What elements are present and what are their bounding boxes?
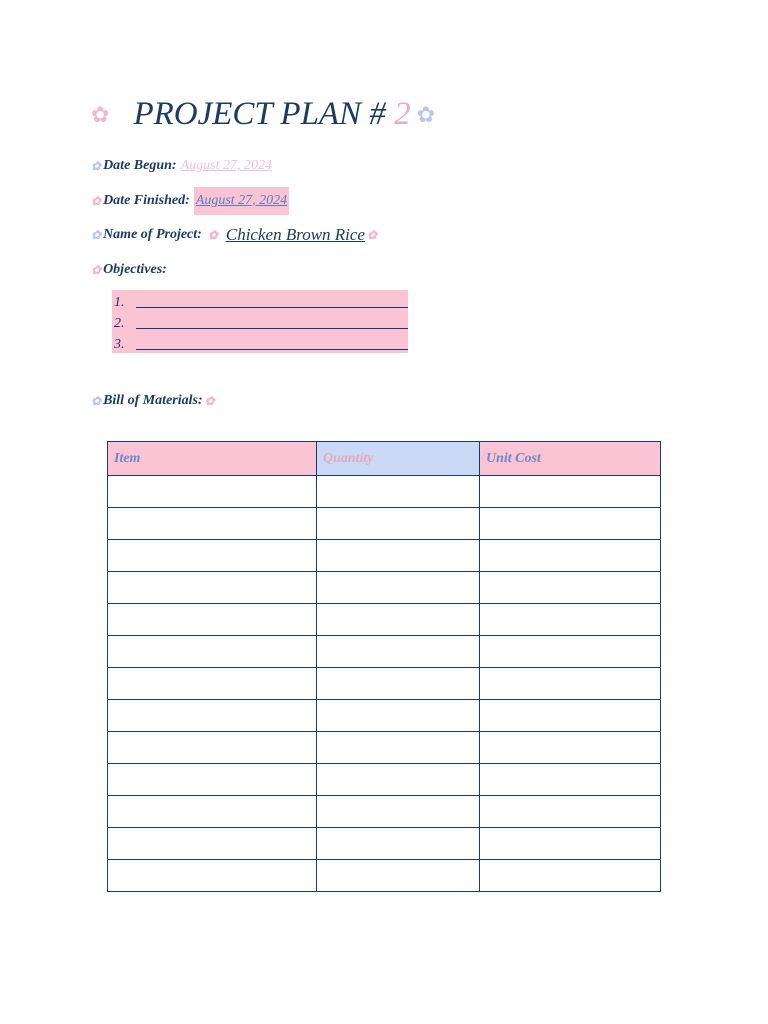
table-cell[interactable] [108, 636, 317, 668]
table-cell[interactable] [480, 764, 661, 796]
table-cell[interactable] [108, 700, 317, 732]
column-header-unit-cost: Unit Cost [480, 442, 661, 476]
table-cell[interactable] [480, 796, 661, 828]
table-cell[interactable] [480, 828, 661, 860]
objective-rule [136, 314, 408, 329]
table-cell[interactable] [108, 476, 317, 508]
objective-number: 1. [114, 295, 125, 310]
flower-icon: ✿ [91, 394, 102, 408]
flower-icon: ✿ [207, 228, 218, 242]
table-cell[interactable] [317, 828, 480, 860]
table-cell[interactable] [317, 476, 480, 508]
table-cell[interactable] [317, 668, 480, 700]
bill-of-materials-table [107, 441, 661, 892]
table-row [108, 572, 661, 604]
table-row [108, 636, 661, 668]
date-finished-label: Date Finished: [103, 193, 190, 208]
table-row [108, 796, 661, 828]
table-cell[interactable] [480, 700, 661, 732]
table-cell[interactable] [480, 860, 661, 892]
flower-icon: ✿ [91, 159, 102, 173]
table-cell[interactable] [317, 700, 480, 732]
table-row [108, 828, 661, 860]
objective-line[interactable] [112, 311, 408, 332]
table-cell[interactable] [108, 540, 317, 572]
project-name-field [91, 225, 379, 245]
table-row [108, 732, 661, 764]
table-row [108, 540, 661, 572]
column-header-item: Item [108, 442, 317, 476]
table-cell[interactable] [317, 764, 480, 796]
table-cell[interactable] [317, 796, 480, 828]
table-cell[interactable] [108, 604, 317, 636]
flower-icon: ✿ [204, 394, 215, 408]
page-title [91, 96, 435, 133]
bill-of-materials-label: Bill of Materials: [103, 393, 203, 408]
table-row [108, 860, 661, 892]
date-finished-field [91, 187, 289, 215]
objective-line[interactable] [112, 290, 408, 311]
table-cell[interactable] [480, 604, 661, 636]
table-cell[interactable] [480, 572, 661, 604]
objective-number: 2. [114, 316, 125, 331]
objective-rule [136, 335, 408, 350]
objectives-list [112, 290, 408, 353]
project-number: 2 [394, 96, 411, 132]
table-row [108, 764, 661, 796]
title-text: PROJECT PLAN # 2 [133, 96, 411, 132]
project-name-value[interactable]: Chicken Brown Rice [225, 225, 365, 244]
table-cell[interactable] [480, 732, 661, 764]
objectives-label: Objectives: [103, 262, 167, 277]
objective-number: 3. [114, 337, 125, 352]
table-cell[interactable] [480, 540, 661, 572]
objective-rule [136, 293, 408, 308]
table-cell[interactable] [317, 860, 480, 892]
table-row [108, 668, 661, 700]
table-row [108, 604, 661, 636]
flower-icon: ✿ [91, 101, 110, 127]
table-cell[interactable] [317, 508, 480, 540]
table-cell[interactable] [108, 796, 317, 828]
table-cell[interactable] [317, 732, 480, 764]
table-cell[interactable] [108, 732, 317, 764]
flower-icon: ✿ [91, 263, 102, 277]
table-cell[interactable] [108, 764, 317, 796]
table-row [108, 508, 661, 540]
objective-line[interactable] [112, 332, 408, 353]
date-finished-value[interactable]: August 27, 2024 [194, 187, 289, 215]
flower-icon: ✿ [91, 228, 102, 242]
date-begun-value[interactable]: August 27, 2024 [180, 158, 272, 173]
table-cell[interactable] [480, 668, 661, 700]
table-cell[interactable] [108, 572, 317, 604]
date-begun-label: Date Begun: [103, 158, 177, 173]
table-row [108, 700, 661, 732]
table-cell[interactable] [317, 540, 480, 572]
flower-icon: ✿ [366, 228, 378, 242]
flower-icon: ✿ [416, 101, 436, 127]
flower-icon: ✿ [91, 194, 102, 208]
table-body [108, 476, 661, 892]
table-cell[interactable] [317, 572, 480, 604]
table-cell[interactable] [480, 636, 661, 668]
date-begun-field [91, 158, 272, 174]
table-row [108, 476, 661, 508]
table-cell[interactable] [108, 668, 317, 700]
table-header-row [108, 442, 661, 476]
table-cell[interactable] [108, 860, 317, 892]
table-cell[interactable] [480, 508, 661, 540]
table-cell[interactable] [480, 476, 661, 508]
bill-of-materials-field [91, 393, 217, 409]
table-cell[interactable] [108, 508, 317, 540]
table-cell[interactable] [108, 828, 317, 860]
table-cell[interactable] [317, 636, 480, 668]
objectives-field [91, 262, 167, 278]
table-cell[interactable] [317, 604, 480, 636]
project-name-label: Name of Project: [103, 227, 202, 242]
column-header-quantity: Quantity [317, 442, 480, 476]
